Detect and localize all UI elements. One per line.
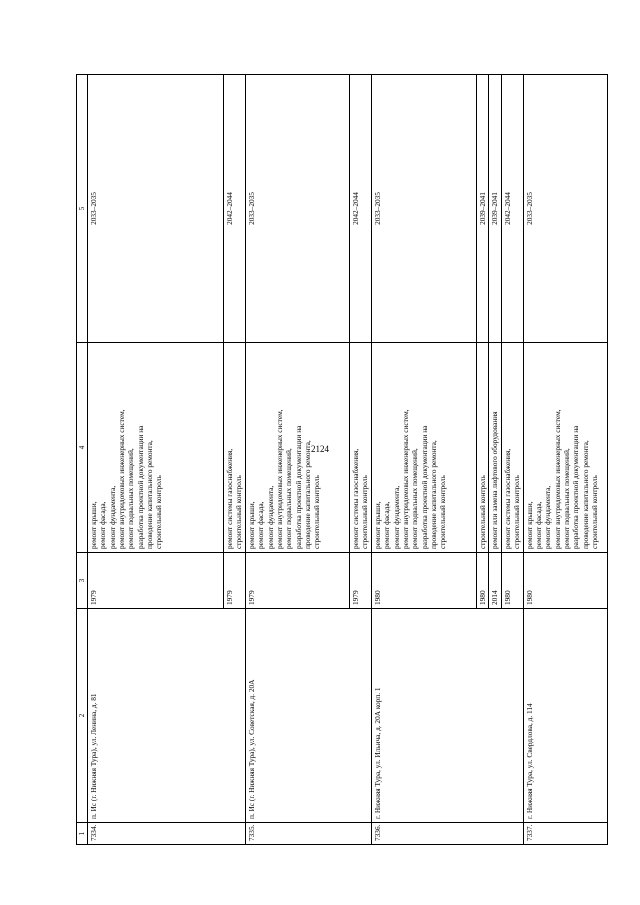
page-number: 2124 bbox=[311, 444, 329, 454]
work-item: ремонт фасада, bbox=[256, 501, 266, 549]
year-cell: 1980 bbox=[523, 553, 607, 609]
works-cell bbox=[523, 343, 607, 553]
row-number: 7335. bbox=[246, 823, 372, 845]
column-header-3: 3 bbox=[77, 553, 88, 609]
work-item: ремонт фундамента, bbox=[107, 485, 117, 549]
work-item: ремонт фундамента, bbox=[265, 485, 275, 549]
works-cell bbox=[224, 343, 246, 553]
work-item: ремонт внутридомовых инженерных систем, bbox=[116, 409, 126, 549]
work-item: строительный контроль bbox=[154, 475, 164, 549]
period-cell: 2033–2035 bbox=[372, 75, 477, 343]
row-number: 7336. bbox=[372, 823, 524, 845]
address-cell: п. Ис (г. Нижняя Тура), ул. Советская, д. 20А bbox=[246, 609, 372, 823]
work-item: ремонт фасада, bbox=[98, 501, 108, 549]
work-item: разработка проектной документации на bbox=[135, 425, 145, 549]
table-row bbox=[523, 75, 607, 845]
period-cell: 2033–2035 bbox=[88, 75, 224, 343]
year-cell: 1979 bbox=[224, 553, 246, 609]
work-item: проведение капитального ремонта, bbox=[580, 440, 590, 549]
address-cell: г. Нижняя Тура, ул. Свердлова, д. 114 bbox=[523, 609, 607, 823]
row-number: 7334. bbox=[88, 823, 246, 845]
work-item: ремонт крыши, bbox=[89, 501, 98, 549]
work-item: ремонт фундамента, bbox=[543, 485, 553, 549]
column-number-row bbox=[77, 75, 88, 845]
work-item: ремонт системы газоснабжения, bbox=[502, 448, 512, 549]
work-item: проведение капитального ремонта, bbox=[302, 440, 312, 549]
works-cell bbox=[88, 343, 224, 553]
rotated-table-container bbox=[76, 75, 600, 845]
work-item: разработка проектной документации на bbox=[419, 425, 429, 549]
column-header-5: 5 bbox=[77, 75, 88, 343]
year-cell: 1980 bbox=[477, 553, 489, 609]
work-item: ремонт подвальных помещений, bbox=[561, 448, 571, 549]
work-item: ремонт подвальных помещений, bbox=[126, 448, 136, 549]
work-item: ремонт подвальных помещений, bbox=[284, 448, 294, 549]
work-item: ремонт фасада, bbox=[533, 501, 543, 549]
period-cell: 2042–2044 bbox=[350, 75, 372, 343]
table-row bbox=[372, 75, 477, 845]
work-item: ремонт подвальных помещений, bbox=[410, 448, 420, 549]
work-item: проведение капитального ремонта, bbox=[428, 440, 438, 549]
year-cell: 2014 bbox=[489, 553, 501, 609]
works-cell bbox=[246, 343, 350, 553]
year-cell: 1979 bbox=[88, 553, 224, 609]
work-item: строительный контроль bbox=[234, 475, 244, 549]
works-cell bbox=[489, 343, 501, 553]
work-item: ремонт фундамента, bbox=[391, 485, 401, 549]
work-item: строительный контроль bbox=[360, 475, 370, 549]
work-item: ремонт системы газоснабжения, bbox=[351, 448, 360, 549]
work-item: строительный контроль bbox=[589, 475, 599, 549]
works-cell bbox=[477, 343, 489, 553]
year-cell: 1980 bbox=[501, 553, 523, 609]
work-item: строительный контроль bbox=[438, 475, 448, 549]
work-item: ремонт или замена лифтового оборудования bbox=[490, 411, 500, 549]
column-header-4: 4 bbox=[77, 343, 88, 553]
period-cell: 2042–2044 bbox=[224, 75, 246, 343]
work-item: строительный контроль bbox=[312, 475, 322, 549]
works-cell bbox=[372, 343, 477, 553]
period-cell: 2042–2044 bbox=[501, 75, 523, 343]
repair-schedule-table bbox=[76, 74, 608, 845]
work-item: ремонт системы газоснабжения, bbox=[225, 448, 234, 549]
work-item: проведение капитального ремонта, bbox=[144, 440, 154, 549]
table-row bbox=[88, 75, 224, 845]
column-header-2: 2 bbox=[77, 609, 88, 823]
work-item: ремонт крыши, bbox=[247, 501, 256, 549]
period-cell: 2039–2041 bbox=[489, 75, 501, 343]
work-item: ремонт внутридомовых инженерных систем, bbox=[552, 409, 562, 549]
period-cell: 2033–2035 bbox=[246, 75, 350, 343]
table-row bbox=[246, 75, 350, 845]
address-cell: п. Ис (г. Нижняя Тура), ул. Ленина, д. 81 bbox=[88, 609, 246, 823]
work-item: разработка проектной документации на bbox=[293, 425, 303, 549]
year-cell: 1980 bbox=[372, 553, 477, 609]
work-item: строительный контроль bbox=[511, 475, 521, 549]
work-item: ремонт фасада, bbox=[382, 501, 392, 549]
work-item: ремонт внутридомовых инженерных систем, bbox=[274, 409, 284, 549]
work-item: ремонт крыши, bbox=[373, 501, 382, 549]
row-number: 7337. bbox=[523, 823, 607, 845]
period-cell: 2033–2035 bbox=[523, 75, 607, 343]
work-item: ремонт крыши, bbox=[524, 501, 534, 549]
work-item: строительный контроль bbox=[478, 475, 487, 549]
work-item: разработка проектной документации на bbox=[571, 425, 581, 549]
period-cell: 2039–2041 bbox=[477, 75, 489, 343]
column-header-1: 1 bbox=[77, 823, 88, 845]
address-cell: г. Нижняя Тура, ул. Ильича, д. 20А корп. 1 bbox=[372, 609, 524, 823]
year-cell: 1979 bbox=[350, 553, 372, 609]
works-cell bbox=[501, 343, 523, 553]
work-item: ремонт внутридомовых инженерных систем, bbox=[400, 409, 410, 549]
year-cell: 1979 bbox=[246, 553, 350, 609]
works-cell bbox=[350, 343, 372, 553]
